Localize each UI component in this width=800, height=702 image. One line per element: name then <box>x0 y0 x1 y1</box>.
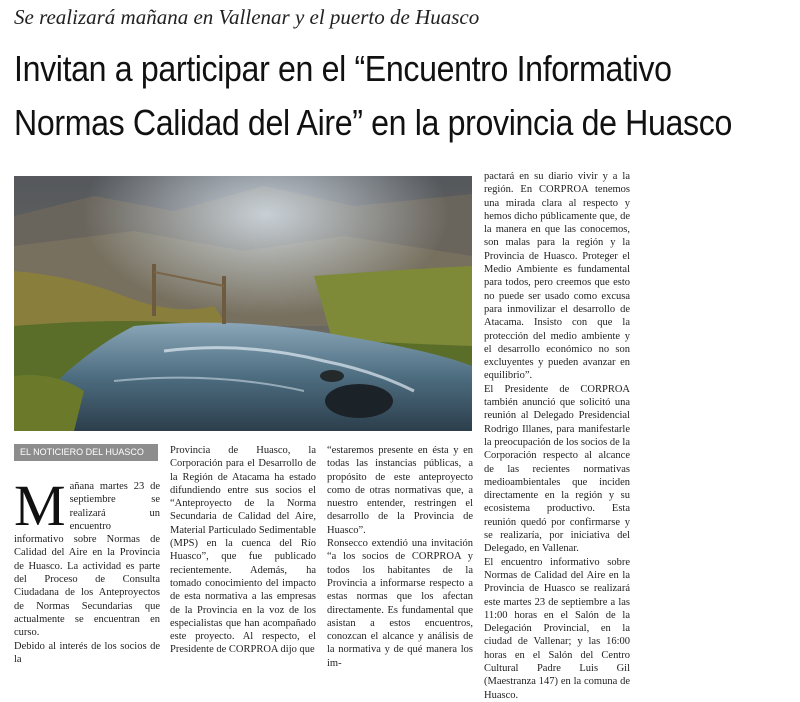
article-column-3 <box>327 444 473 669</box>
article-paragraph: “estaremos presente en ésta y en todas las instancias públicas, a propósito de este anteproyecto como de otras normativas que, a nuestro entender, restringen el desarrollo de la Provincia de Huasco”. <box>327 445 473 536</box>
headline-line-2: Normas Calidad del Aire” en la provincia de Huasco <box>14 102 732 143</box>
article-paragraph: Debido al interés de los socios de la <box>14 640 160 665</box>
article-paragraph: El encuentro informativo sobre Normas de Calidad del Aire en la Provincia de Huasco se realizará este martes 23 de septiembre a las 11:00 horas en el Salón de la Delegación Provincial, en la ciudad de Vallenar; y las 16:00 horas en el Salón del Centro Cultural Padre Luis Gil (Maestranza 147) en la comuna de Huasco. <box>484 556 630 701</box>
kicker: Se realizará mañana en Vallenar y el puerto de Huasco <box>14 5 480 29</box>
article-paragraph: pactará en su diario vivir y a la región. En CORPROA tenemos una mirada clara al respecto y hemos dicho públicamente que, de la manera en que las conocemos, son malas para la región y la Provincia de Huasco. Proteger el Medio Ambiente es fundamental para todos, pero creemos que esto no puede ser usado como excusa para inmovilizar el desarrollo de Atacama. Insisto con que la protección del medio ambiente y el desarrollo económico no son excluyentes y pueden avanzar en equilibrio”. <box>484 171 630 382</box>
article-photo <box>14 176 472 431</box>
article-column-4 <box>484 170 630 701</box>
article-paragraph: Provincia de Huasco, la Corporación para el Desarrollo de la Región de Atacama ha estado difundiendo entre sus socios el “Anteproyecto de la Norma Secundaria de Calidad del Aire, Material Particulado Sedimentable (MPS) en la cuenca del Río Huasco”, que fue publicado recientemente. Además, ha tomado conocimiento del impacto de esta normativa a las empresas de la Provincia en la voz de los especialistas que han acompañado este proyecto. Al respecto, el Presidente de CORPROA dijo que <box>170 445 316 656</box>
article-paragraph: Ronsecco extendió una invitación “a los socios de CORPROA y todos los habitantes de la Provincia a informarse respecto a estas normas que los afectan directamente. Es fundamental que asistan a estos encuentros, conozcan el alcance y análisis de la normativa y de qué manera los im- <box>327 538 473 669</box>
river-landscape-illustration <box>14 176 472 431</box>
photo-credit: EL NOTICIERO DEL HUASCO <box>14 444 158 461</box>
headline-line-1: Invitan a participar en el “Encuentro Informativo <box>14 48 672 89</box>
headline <box>14 42 732 150</box>
dropcap: M <box>14 473 66 538</box>
article-paragraph: añana martes 23 de septiembre se realizará un encuentro informativo sobre Normas de Calidad del Aire en la Provincia de Huasco. La actividad es parte del Proceso de Consulta Ciudadana de los Anteproyectos de Normas Secundarias que actualmente se encuentran en curso. <box>14 481 160 639</box>
article-column-1 <box>14 473 160 665</box>
article-paragraph: El Presidente de CORPROA también anunció que solicitó una reunión al Delegado Presidencial Rodrigo Illanes, para manifestarle la preocupación de los socios de la Corporación respecto al alcance de las recientes normativas medioambientales que inciden directamente en la región y su ecosistema productivo. Esta reunión quedó por confirmarse y se realizaría, por iniciativa del Delegado, en Vallenar. <box>484 383 630 555</box>
article-column-2 <box>170 444 316 656</box>
